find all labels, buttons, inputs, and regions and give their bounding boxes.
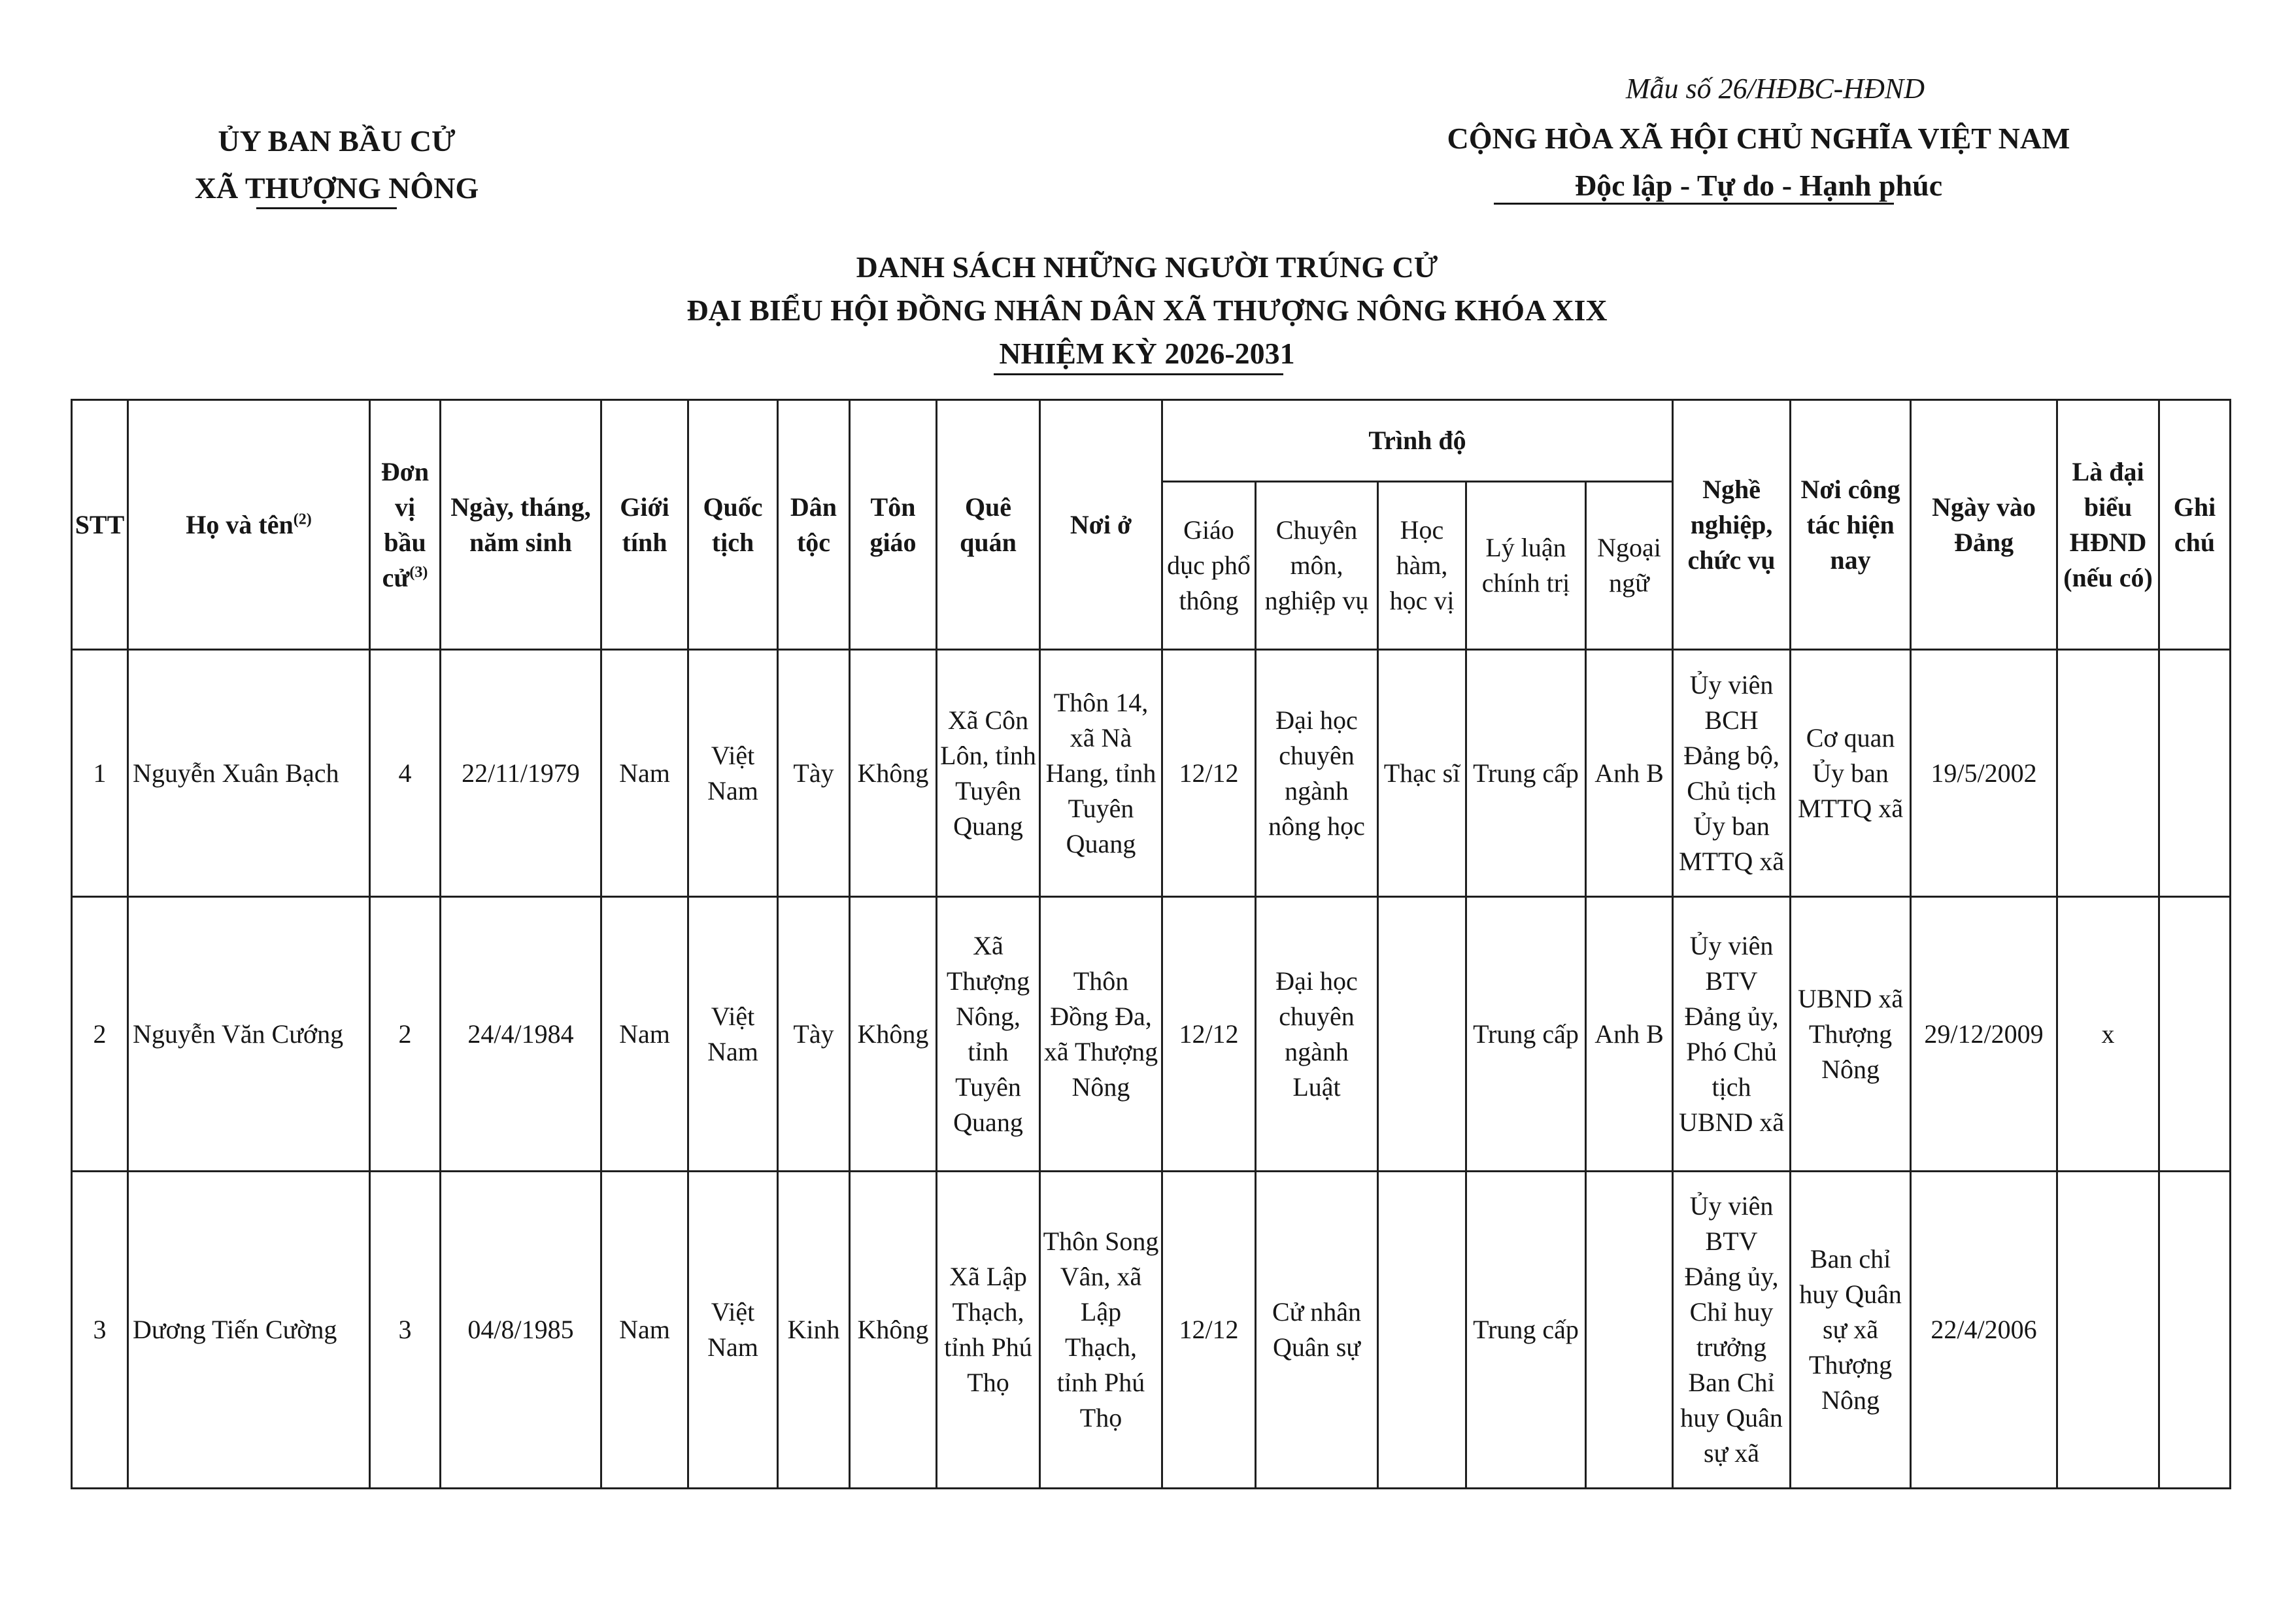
table-row bbox=[72, 1172, 2231, 1489]
cell-foreign-language: Anh B bbox=[1586, 897, 1673, 1172]
cell-religion: Không bbox=[850, 897, 937, 1172]
name-footnote: (2) bbox=[293, 511, 312, 528]
cell-residence: Thôn Đồng Đa, xã Thượng Nông bbox=[1040, 897, 1162, 1172]
national-motto: Độc lập - Tự do - Hạnh phúc bbox=[1574, 169, 1943, 202]
header-general-education: Giáo dục phổ thông bbox=[1162, 482, 1256, 650]
cell-degree bbox=[1378, 1172, 1466, 1489]
header-foreign-language: Ngoại ngữ bbox=[1586, 482, 1673, 650]
cell-hometown: Xã Côn Lôn, tỉnh Tuyên Quang bbox=[937, 650, 1040, 897]
cell-nationality: Việt Nam bbox=[688, 650, 778, 897]
cell-dob: 24/4/1984 bbox=[441, 897, 601, 1172]
cell-ethnicity: Tày bbox=[778, 650, 850, 897]
cell-hometown: Xã Thượng Nông, tỉnh Tuyên Quang bbox=[937, 897, 1040, 1172]
header-dob: Ngày, tháng, năm sinh bbox=[441, 400, 601, 650]
header-gender: Giới tính bbox=[601, 400, 688, 650]
cell-political-theory: Trung cấp bbox=[1466, 650, 1586, 897]
header-party-date: Ngày vào Đảng bbox=[1911, 400, 2057, 650]
cell-general-education: 12/12 bbox=[1162, 650, 1256, 897]
header-hometown: Quê quán bbox=[937, 400, 1040, 650]
elected-delegates-table bbox=[71, 399, 2231, 1489]
cell-note bbox=[2159, 650, 2231, 897]
cell-is-delegate bbox=[2057, 1172, 2159, 1489]
cell-unit: 3 bbox=[370, 1172, 441, 1489]
cell-note bbox=[2159, 897, 2231, 1172]
cell-political-theory: Trung cấp bbox=[1466, 897, 1586, 1172]
cell-gender: Nam bbox=[601, 650, 688, 897]
document-title bbox=[0, 246, 2294, 375]
header-note: Ghi chú bbox=[2159, 400, 2231, 650]
header-degree: Học hàm, học vị bbox=[1378, 482, 1466, 650]
cell-general-education: 12/12 bbox=[1162, 897, 1256, 1172]
cell-name: Nguyễn Văn Cướng bbox=[128, 897, 370, 1172]
cell-religion: Không bbox=[850, 650, 937, 897]
cell-note bbox=[2159, 1172, 2231, 1489]
cell-general-education: 12/12 bbox=[1162, 1172, 1256, 1489]
cell-gender: Nam bbox=[601, 897, 688, 1172]
cell-degree: Thạc sĩ bbox=[1378, 650, 1466, 897]
header-religion: Tôn giáo bbox=[850, 400, 937, 650]
cell-ethnicity: Tày bbox=[778, 897, 850, 1172]
cell-residence: Thôn 14, xã Nà Hang, tỉnh Tuyên Quang bbox=[1040, 650, 1162, 897]
cell-unit: 2 bbox=[370, 897, 441, 1172]
cell-party-date: 29/12/2009 bbox=[1911, 897, 2057, 1172]
cell-dob: 04/8/1985 bbox=[441, 1172, 601, 1489]
cell-unit: 4 bbox=[370, 650, 441, 897]
title-line-2: ĐẠI BIỂU HỘI ĐỒNG NHÂN DÂN XÃ THƯỢNG NÔNG KHÓA XIX bbox=[686, 294, 1608, 327]
cell-religion: Không bbox=[850, 1172, 937, 1489]
cell-hometown: Xã Lập Thạch, tỉnh Phú Thọ bbox=[937, 1172, 1040, 1489]
title-line-1: DANH SÁCH NHỮNG NGƯỜI TRÚNG CỬ bbox=[856, 250, 1438, 284]
cell-is-delegate: x bbox=[2057, 897, 2159, 1172]
cell-is-delegate bbox=[2057, 650, 2159, 897]
cell-party-date: 22/4/2006 bbox=[1911, 1172, 2057, 1489]
cell-stt: 2 bbox=[72, 897, 128, 1172]
cell-occupation: Ủy viên BCH Đảng bộ, Chủ tịch Ủy ban MTTQ xã bbox=[1673, 650, 1791, 897]
cell-party-date: 19/5/2002 bbox=[1911, 650, 2057, 897]
cell-workplace: UBND xã Thượng Nông bbox=[1791, 897, 1911, 1172]
cell-specialty: Cử nhân Quân sự bbox=[1256, 1172, 1378, 1489]
title-underline bbox=[994, 373, 1283, 375]
cell-political-theory: Trung cấp bbox=[1466, 1172, 1586, 1489]
cell-foreign-language bbox=[1586, 1172, 1673, 1489]
cell-specialty: Đại học chuyên ngành Luật bbox=[1256, 897, 1378, 1172]
header-stt: STT bbox=[72, 400, 128, 650]
header-nationality: Quốc tịch bbox=[688, 400, 778, 650]
cell-specialty: Đại học chuyên ngành nông học bbox=[1256, 650, 1378, 897]
cell-workplace: Cơ quan Ủy ban MTTQ xã bbox=[1791, 650, 1911, 897]
cell-name: Dương Tiến Cường bbox=[128, 1172, 370, 1489]
cell-name: Nguyễn Xuân Bạch bbox=[128, 650, 370, 897]
cell-degree bbox=[1378, 897, 1466, 1172]
cell-foreign-language: Anh B bbox=[1586, 650, 1673, 897]
table-row bbox=[72, 650, 2231, 897]
header-workplace: Nơi công tác hiện nay bbox=[1791, 400, 1911, 650]
header-specialty: Chuyên môn, nghiệp vụ bbox=[1256, 482, 1378, 650]
cell-nationality: Việt Nam bbox=[688, 1172, 778, 1489]
header-political-theory: Lý luận chính trị bbox=[1466, 482, 1586, 650]
cell-residence: Thôn Song Vân, xã Lập Thạch, tỉnh Phú Thọ bbox=[1040, 1172, 1162, 1489]
cell-stt: 3 bbox=[72, 1172, 128, 1489]
header-occupation: Nghề nghiệp, chức vụ bbox=[1673, 400, 1791, 650]
header-ethnicity: Dân tộc bbox=[778, 400, 850, 650]
cell-ethnicity: Kinh bbox=[778, 1172, 850, 1489]
cell-workplace: Ban chỉ huy Quân sự xã Thượng Nông bbox=[1791, 1172, 1911, 1489]
header-name: Họ và tên$^{(2)}$ bbox=[128, 400, 370, 650]
issuer-line-2: XÃ THƯỢNG NÔNG bbox=[194, 171, 479, 205]
title-line-3: NHIỆM KỲ 2026-2031 bbox=[999, 337, 1295, 370]
header-residence: Nơi ở bbox=[1040, 400, 1162, 650]
form-number: Mẫu số 26/HĐBC-HĐND bbox=[1625, 73, 1925, 105]
cell-occupation: Ủy viên BTV Đảng ủy, Chỉ huy trưởng Ban Chỉ huy Quân sự xã bbox=[1673, 1172, 1791, 1489]
unit-footnote: (3) bbox=[409, 564, 428, 581]
table-row bbox=[72, 897, 2231, 1172]
national-header bbox=[1301, 115, 2216, 209]
header-unit: Đơn vị bầu cử$^{(3)}$ bbox=[370, 400, 441, 650]
cell-occupation: Ủy viên BTV Đảng ủy, Phó Chủ tịch UBND xã bbox=[1673, 897, 1791, 1172]
issuing-authority bbox=[134, 118, 539, 212]
cell-dob: 22/11/1979 bbox=[441, 650, 601, 897]
national-title: CỘNG HÒA XÃ HỘI CHỦ NGHĨA VIỆT NAM bbox=[1447, 122, 2070, 155]
motto-underline bbox=[1494, 203, 1894, 205]
header-education-group: Trình độ bbox=[1162, 400, 1673, 482]
issuer-line-1: ỦY BAN BẦU CỬ bbox=[218, 124, 456, 158]
header-is-delegate: Là đại biểu HĐND (nếu có) bbox=[2057, 400, 2159, 650]
cell-stt: 1 bbox=[72, 650, 128, 897]
issuer-underline bbox=[256, 207, 397, 209]
cell-gender: Nam bbox=[601, 1172, 688, 1489]
cell-nationality: Việt Nam bbox=[688, 897, 778, 1172]
